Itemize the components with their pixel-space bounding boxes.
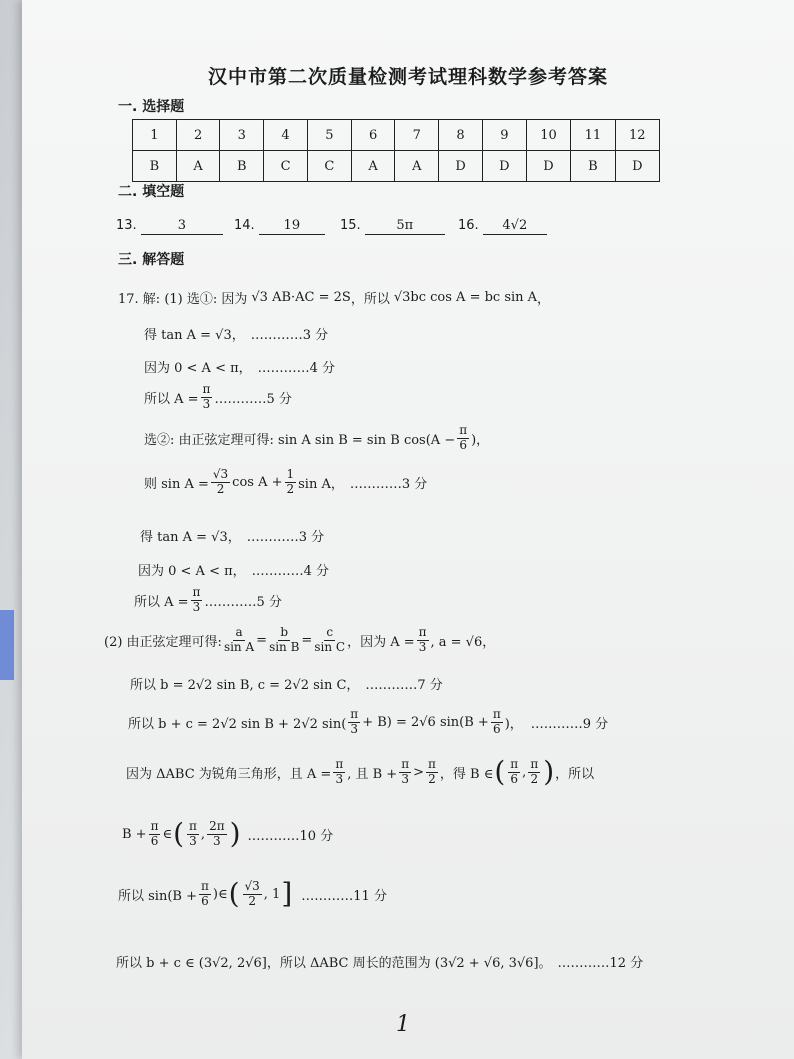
fill-item-13: 13. 3 (116, 218, 223, 235)
page-number: 1 (396, 1012, 410, 1037)
fill-answer-13: 3 (141, 218, 223, 235)
fill-item-15: 15. 5π (340, 218, 445, 235)
table-cell-answer: D (482, 151, 526, 182)
table-cell-number: 4 (264, 120, 308, 151)
table-cell-answer: B (571, 151, 615, 182)
table-cell-answer: A (176, 151, 220, 182)
table-cell-number: 11 (571, 120, 615, 151)
solution-line-A1: 所以 A = $\frac{\pi}{3}$ …………5 分 (144, 382, 292, 411)
table-cell-answer: D (615, 151, 659, 182)
table-cell-answer: C (307, 151, 351, 182)
solution-line-then: 则 sin A = $\frac{√3}{2}$ cos A + $\frac{1}{2}$ sin A， …………3 分 (144, 467, 428, 496)
table-cell-answer: D (526, 151, 570, 182)
section-fill-heading: 二. 填空题 (118, 184, 185, 200)
fill-item-16: 16. 4√2 (458, 218, 547, 235)
table-cell-number: 3 (220, 120, 264, 151)
solution-line-final: 所以 b + c ∈ (3√2, 2√6]，所以 ΔABC 周长的范围为 (3√2 + √6, 3√6]。 …………12 分 (116, 956, 644, 971)
table-cell-number: 10 (526, 120, 570, 151)
fill-answer-14: 19 (259, 218, 325, 235)
table-cell-answer: A (395, 151, 439, 182)
fill-answer-15: 5π (365, 218, 445, 235)
fill-answer-16: 4√2 (483, 218, 547, 235)
table-cell-number: 12 (615, 120, 659, 151)
solution-line-tan2: 得 tan A = √3， …………3 分 (140, 530, 325, 545)
solution-line-range2: 因为 0 < A < π， …………4 分 (138, 564, 330, 579)
table-cell-number: 2 (176, 120, 220, 151)
table-cell-number: 1 (133, 120, 177, 151)
section-solve-heading: 三. 解答题 (118, 252, 185, 268)
fill-item-14: 14. 19 (234, 218, 325, 235)
solution-line-Bplus: B + $\frac{\pi}{6}$ ∈ ( $\frac{\pi}{3}$ , $\frac{2\pi}{3}$ ) …………10 分 (122, 817, 334, 851)
table-cell-answer: A (351, 151, 395, 182)
solution-line-1: 17. 解: (1) 选①: 因为 √3 AB·AC = 2S ，所以 √3bc cos A = bc sin A ， (118, 290, 551, 307)
solution-line-sin: 所以 sin(B + $\frac{\pi}{6}$ ) ∈ ( $\frac{√3}{2}$ , 1 ] …………11 分 (118, 877, 387, 911)
table-cell-number: 7 (395, 120, 439, 151)
table-cell-number: 5 (307, 120, 351, 151)
solution-line-p2: (2) 由正弦定理可得: $\frac{a}{\text{sin A}}$ = $\frac{b}{\text{sin B}}$ = $\frac{c}{\text{sin C}}$ ，因为 A = $\frac{\pi}{3}$ , a = √6， (104, 625, 496, 654)
table-cell-answer: D (439, 151, 483, 182)
solution-line-tan1: 得 tan A = √3， …………3 分 (144, 328, 329, 343)
table-cell-number: 9 (482, 120, 526, 151)
table-cell-number: 6 (351, 120, 395, 151)
solution-line-A2: 所以 A = $\frac{\pi}{3}$ …………5 分 (134, 585, 282, 614)
solution-line-sum: 所以 b + c = 2√2 sin B + 2√2 sin( $\frac{\pi}{3}$ + B) = 2√6 sin(B + $\frac{\pi}{6}$ )， …………9 分 (128, 707, 609, 736)
solution-line-bc: 所以 b = 2√2 sin B, c = 2√2 sin C， …………7 分 (130, 678, 443, 693)
table-row-numbers (133, 120, 660, 151)
table-cell-number: 8 (439, 120, 483, 151)
table-cell-answer: C (264, 151, 308, 182)
answer-sheet-page (22, 0, 794, 1059)
table-row-answers (133, 151, 660, 182)
section-choice-heading: 一. 选择题 (118, 99, 185, 115)
solution-line-opt2: 选②: 由正弦定理可得: sin A sin B = sin B cos(A − $\frac{\pi}{6}$ )， (144, 423, 490, 452)
page-title: 汉中市第二次质量检测考试理科数学参考答案 (207, 66, 608, 88)
solution-line-acute: 因为 ΔABC 为锐角三角形，且 A = $\frac{\pi}{3}$ , 且 B + $\frac{\pi}{3}$ > $\frac{\pi}{2}$ ，得 B ∈ ( $\frac{\pi}{6}$ , $\frac{\pi}{2}$ ) ，所以 (126, 755, 595, 789)
table-cell-answer: B (133, 151, 177, 182)
choice-answer-table (132, 119, 660, 182)
table-cell-answer: B (220, 151, 264, 182)
background-blue-strip (0, 610, 14, 680)
solution-line-range1: 因为 0 < A < π， …………4 分 (144, 361, 336, 376)
